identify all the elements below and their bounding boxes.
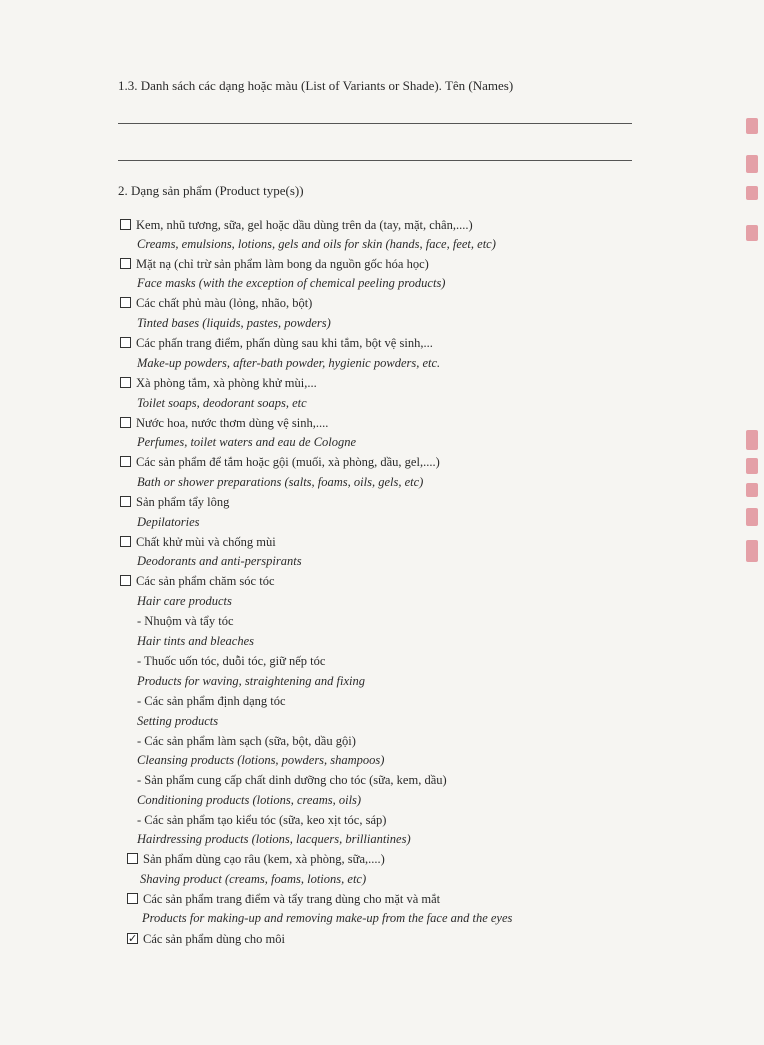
item-label-en: Bath or shower preparations (salts, foams, oils, gels, etc) xyxy=(137,475,424,489)
product-type-item[interactable] xyxy=(120,572,275,590)
checkbox[interactable] xyxy=(120,219,131,230)
hair-subitem-vi: - Nhuộm và tẩy tóc xyxy=(137,614,234,628)
seal-stamp-mark xyxy=(746,458,758,474)
hair-subitem-vi: - Thuốc uốn tóc, duỗi tóc, giữ nếp tóc xyxy=(137,654,326,668)
item-label-vi: Các sản phẩm trang điểm và tẩy trang dùng cho mặt và mắt xyxy=(143,892,441,906)
item-label-vi: Các sản phẩm để tắm hoặc gội (muối, xà phòng, dầu, gel,....) xyxy=(136,455,440,469)
names-blank-line-2 xyxy=(118,160,632,161)
product-type-item[interactable] xyxy=(127,890,440,908)
checkbox[interactable] xyxy=(120,496,131,507)
checked-checkbox[interactable] xyxy=(127,933,138,944)
item-label-vi: Các sản phẩm chăm sóc tóc xyxy=(136,574,275,588)
hair-subitem-en: Cleansing products (lotions, powders, shampoos) xyxy=(137,753,385,767)
section-1-3-title: 1.3. Danh sách các dạng hoặc màu (List of Variants or Shade). Tên (Names) xyxy=(118,78,514,93)
section-2-title: 2. Dạng sản phẩm (Product type(s)) xyxy=(118,183,304,198)
product-type-item-checked[interactable] xyxy=(127,930,285,948)
product-type-item[interactable] xyxy=(120,216,473,234)
hair-subitem-en: Products for waving, straightening and fixing xyxy=(137,674,366,688)
item-label-en: Depilatories xyxy=(137,515,200,529)
checkbox[interactable] xyxy=(120,456,131,467)
item-label-vi: Sản phẩm tẩy lông xyxy=(136,495,230,509)
checkbox[interactable] xyxy=(127,893,138,904)
product-type-item[interactable] xyxy=(120,414,328,432)
names-blank-line-1 xyxy=(118,123,632,124)
item-label-en: Products for making-up and removing make-up from the face and the eyes xyxy=(142,911,513,925)
product-type-item[interactable] xyxy=(120,255,429,273)
item-label-vi: Kem, nhũ tương, sữa, gel hoặc dầu dùng trên da (tay, mặt, chân,....) xyxy=(136,218,473,232)
product-type-item[interactable] xyxy=(120,334,433,352)
item-label-vi: Xà phòng tắm, xà phòng khử mùi,... xyxy=(136,376,317,390)
item-label-vi: Các sản phẩm dùng cho môi xyxy=(143,932,285,946)
item-label-vi: Mặt nạ (chỉ trừ sản phẩm làm bong da nguồn gốc hóa học) xyxy=(136,257,429,271)
hair-subitem-vi: - Các sản phẩm làm sạch (sữa, bột, dầu gội) xyxy=(137,734,356,748)
checkbox[interactable] xyxy=(120,258,131,269)
product-type-item[interactable] xyxy=(127,850,385,868)
item-label-en: Toilet soaps, deodorant soaps, etc xyxy=(137,396,307,410)
item-label-vi: Sản phẩm dùng cạo râu (kem, xà phòng, sữa,....) xyxy=(143,852,385,866)
product-type-item[interactable] xyxy=(120,533,276,551)
seal-stamp-mark xyxy=(746,483,758,497)
item-label-en: Creams, emulsions, lotions, gels and oils for skin (hands, face, feet, etc) xyxy=(137,237,496,251)
checkbox[interactable] xyxy=(120,536,131,547)
seal-stamp-mark xyxy=(746,540,758,562)
checkbox[interactable] xyxy=(120,337,131,348)
hair-subitem-en: Hair tints and bleaches xyxy=(137,634,255,648)
hair-subitem-en: Hairdressing products (lotions, lacquers, brilliantines) xyxy=(137,832,411,846)
item-label-en: Make-up powders, after-bath powder, hygienic powders, etc. xyxy=(137,356,441,370)
checkbox[interactable] xyxy=(120,297,131,308)
item-label-vi: Các chất phủ màu (lỏng, nhão, bột) xyxy=(136,296,313,310)
item-label-en: Deodorants and anti-perspirants xyxy=(137,554,302,568)
seal-stamp-mark xyxy=(746,186,758,200)
item-label-vi: Chất khử mùi và chống mùi xyxy=(136,535,276,549)
product-type-item[interactable] xyxy=(120,493,229,511)
checkbox[interactable] xyxy=(127,853,138,864)
seal-stamp-mark xyxy=(746,118,758,134)
hair-subitem-vi: - Sản phẩm cung cấp chất dinh dưỡng cho tóc (sữa, kem, dầu) xyxy=(137,773,447,787)
checkbox[interactable] xyxy=(120,575,131,586)
item-label-en: Perfumes, toilet waters and eau de Cologne xyxy=(137,435,357,449)
checkbox[interactable] xyxy=(120,377,131,388)
checkbox[interactable] xyxy=(120,417,131,428)
item-label-vi: Nước hoa, nước thơm dùng vệ sinh,.... xyxy=(136,416,329,430)
seal-stamp-mark xyxy=(746,430,758,450)
item-label-en: Tinted bases (liquids, pastes, powders) xyxy=(137,316,331,330)
hair-subitem-vi: - Các sản phẩm tạo kiểu tóc (sữa, keo xịt tóc, sáp) xyxy=(137,813,387,827)
item-label-en: Hair care products xyxy=(137,594,232,608)
seal-stamp-mark xyxy=(746,155,758,173)
seal-stamp-mark xyxy=(746,225,758,241)
hair-subitem-vi: - Các sản phẩm định dạng tóc xyxy=(137,694,286,708)
item-label-en: Face masks (with the exception of chemical peeling products) xyxy=(137,276,446,290)
hair-subitem-en: Conditioning products (lotions, creams, oils) xyxy=(137,793,362,807)
item-label-vi: Các phấn trang điểm, phấn dùng sau khi tắm, bột vệ sinh,... xyxy=(136,336,433,350)
product-type-item[interactable] xyxy=(120,374,317,392)
product-type-item[interactable] xyxy=(120,294,312,312)
seal-stamp-mark xyxy=(746,508,758,526)
item-label-en: Shaving product (creams, foams, lotions, etc) xyxy=(140,872,367,886)
product-type-item[interactable] xyxy=(120,453,440,471)
hair-subitem-en: Setting products xyxy=(137,714,219,728)
